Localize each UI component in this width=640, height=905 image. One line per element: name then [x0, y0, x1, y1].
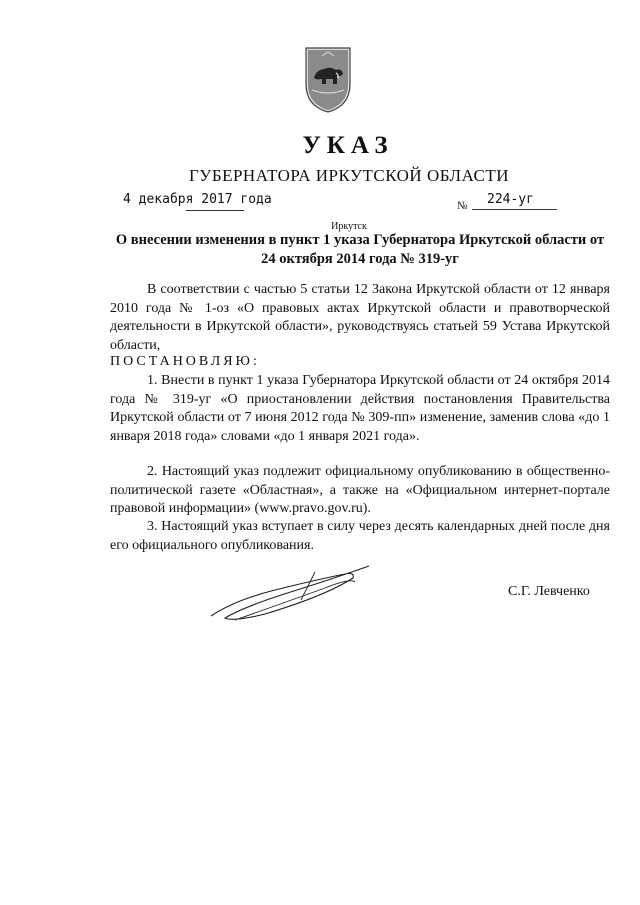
- signer-name: С.Г. Левченко: [508, 584, 590, 599]
- coat-of-arms-icon: [302, 44, 354, 114]
- document-number: 224-уг: [487, 192, 534, 207]
- document-subtitle: ГУБЕРНАТОРА ИРКУТСКОЙ ОБЛАСТИ: [188, 166, 510, 185]
- item-paragraph-1: 1. Внести в пункт 1 указа Губернатора Иркутской области от 24 октября 2014 года № 319-уг «О приостановлении действия постановления Правительства Иркутской области от 7 июня 2012 года № 309-пп» изменение, заменив слова «до 1 января 2018 года» словами «до 1 января 2021 года».: [110, 373, 610, 444]
- document-title: УКАЗ: [302, 132, 394, 159]
- document-date: 4 декабря 2017 года: [123, 192, 272, 207]
- decree-word: ПОСТАНОВЛЯЮ:: [110, 354, 260, 369]
- number-sign: №: [457, 200, 468, 212]
- document-heading: О внесении изменения в пункт 1 указа Губернатора Иркутской области от 24 октября 2014 года № 319-уг: [115, 232, 605, 267]
- number-underline: [472, 209, 557, 210]
- signature-mark: [205, 560, 375, 630]
- item-paragraph-2: 2. Настоящий указ подлежит официальному опубликованию в общественно-политической газете «Областная», а также на «Официальном интернет-портале правовой информации» (www.pravo.gov.ru).: [110, 464, 610, 516]
- item-paragraph-3: 3. Настоящий указ вступает в силу через десять календарных дней после дня его официального опубликования.: [110, 519, 610, 553]
- document-city: Иркутск: [331, 221, 367, 232]
- preamble-paragraph: В соответствии с частью 5 статьи 12 Закона Иркутской области от 12 января 2010 года № 1-оз «О правовых актах Иркутской области и правотворческой деятельности в Иркутской области», руководствуясь статьей 59 Устава Иркутской области,: [110, 282, 610, 353]
- date-underline: [186, 210, 244, 211]
